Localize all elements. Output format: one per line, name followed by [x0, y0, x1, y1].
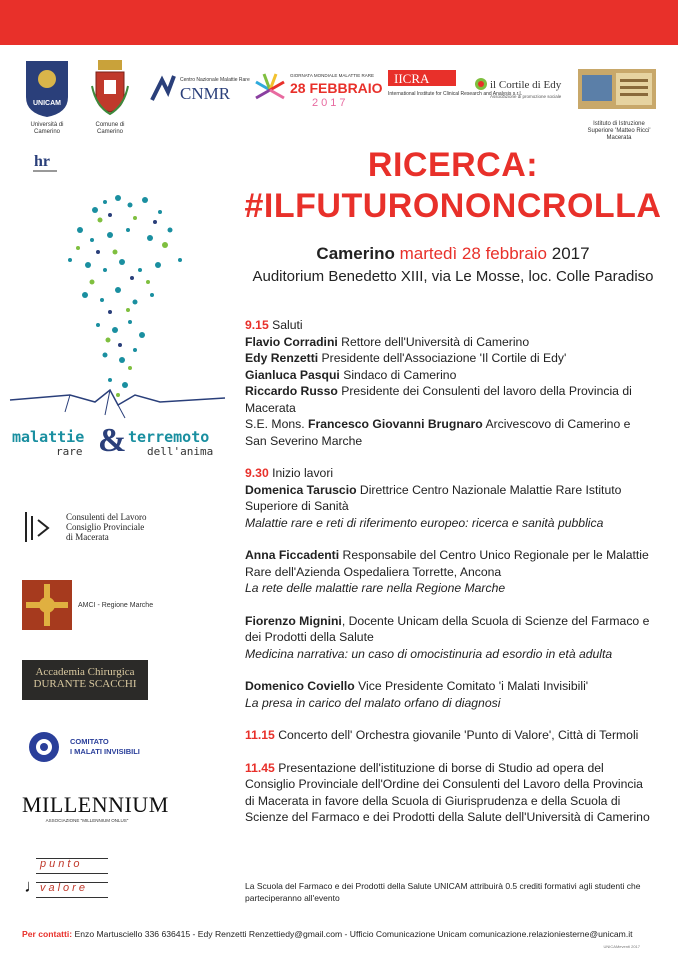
- title-line1: RICERCA:: [367, 146, 539, 184]
- speaker-role: , Docente Unicam della Scuola di Scienze del Farmaco e dei Prodotti della Salute: [245, 613, 650, 644]
- speaker: [245, 367, 655, 384]
- speaker: [245, 350, 655, 367]
- speaker-name: Fiorenzo Mignini: [245, 613, 342, 628]
- comune-logo: [90, 56, 130, 116]
- contacts-label: Per contatti:: [22, 929, 73, 939]
- speaker-name: Domenico Coviello: [245, 679, 355, 693]
- ampersand-icon: &: [98, 422, 127, 459]
- consulenti-line1: Consulenti del Lavoro: [66, 512, 147, 522]
- giornata-small-text: GIORNATA MONDIALE MALATTIE RARE: [290, 73, 375, 78]
- cnmr-small-text: Centro Nazionale Malattie Rare: [180, 77, 250, 83]
- talk-text: Malattie rare e reti di riferimento europeo: ricerca e sanità pubblica: [245, 515, 604, 530]
- session-title: Inizio lavori: [272, 466, 334, 480]
- malati-line2: I MALATI INVISIBILI: [70, 747, 140, 756]
- millennium-text: MILLENNIUM: [22, 792, 169, 817]
- speaker: [245, 547, 655, 580]
- art-word-terremoto: terremoto: [128, 428, 210, 446]
- giornata-date: 28 FEBBRAIO: [290, 80, 383, 96]
- punto-valore-logo: [24, 858, 108, 900]
- cortile-text: il Cortile di Edy: [490, 79, 562, 91]
- malati-invisibili-logo: [22, 730, 140, 764]
- malati-invisibili-icon: [22, 730, 66, 764]
- iicra-small-text: International Institute for Clinical Research and Analysis s.r.l.: [388, 91, 522, 97]
- speaker: [245, 383, 655, 416]
- session-time: 11.15: [245, 728, 275, 742]
- speaker-name: Flavio Corradini: [245, 334, 338, 349]
- consulenti-logo: [22, 510, 147, 544]
- iicra-text: IICRA: [394, 71, 430, 86]
- cortile-small-text: Associazione di promozione sociale: [490, 94, 562, 99]
- millennium-small: ASSOCIAZIONE "MILLENNIUM ONLUS": [45, 818, 129, 823]
- consulenti-icon: [22, 510, 52, 544]
- giornata-logo: [252, 68, 383, 110]
- cortile-logo: [474, 74, 564, 104]
- contacts-line: [22, 929, 633, 939]
- amci-icon: [22, 580, 72, 630]
- session-time: 9.15: [245, 318, 269, 332]
- talk-text: Medicina narrativa: un caso di omocistinuria ad esordio in età adulta: [245, 646, 613, 661]
- accademia-logo: [22, 660, 148, 700]
- accademia-line1: Accademia Chirurgica: [35, 666, 135, 678]
- speaker: [245, 678, 655, 695]
- speaker-name: Anna Ficcadenti: [245, 548, 340, 562]
- iicra-logo: [388, 68, 522, 108]
- speaker-name: Edy Renzetti: [245, 351, 319, 365]
- contacts-text: Enzo Martusciello 336 636415 - Edy Renzetti Renzettiedy@gmail.com - Ufficio Comunicazione Unicam comunicazione.relazioniesterne@unicam.it: [74, 929, 633, 939]
- art-word-anima: dell'anima: [147, 445, 214, 458]
- hand-illustration: [10, 190, 225, 420]
- speaker: [245, 482, 655, 515]
- svg-text:hr: hr: [34, 153, 50, 170]
- speaker-name: Gianluca Pasqui: [245, 367, 340, 382]
- session-text: Concerto dell' Orchestra giovanile 'Punto di Valore', Città di Termoli: [278, 728, 639, 742]
- tiny-credit: UNICAMeventi 2017: [603, 944, 640, 949]
- date-year: 2017: [551, 244, 590, 263]
- amci-logo: [22, 580, 153, 630]
- unicam-logo-text: UNICAM: [33, 100, 61, 107]
- session-concerto: [245, 727, 655, 744]
- speaker-role: Responsabile del Centro Unico Regionale per le Malattie Rare dell'Azienda Ospedaliera Torrette, Ancona: [245, 548, 649, 579]
- talk-text: La presa in carico del malato orfano di diagnosi: [245, 695, 501, 710]
- speaker-name: Domenica Taruscio: [245, 482, 357, 497]
- art-word-malattie: malattie: [12, 428, 85, 446]
- program: [245, 317, 655, 826]
- music-note-icon: ♩: [24, 876, 42, 896]
- speaker: [245, 416, 655, 449]
- talk-title: [245, 695, 655, 712]
- istituto-logo: [578, 69, 656, 109]
- talk-title: [245, 515, 655, 532]
- speaker: [245, 613, 655, 646]
- session-time: 11.45: [245, 760, 275, 775]
- date-place: Camerino: [316, 244, 395, 263]
- unicam-logo: [22, 57, 72, 119]
- talk-title: [245, 580, 655, 597]
- unicam-caption: Università di Camerino: [30, 122, 64, 135]
- speaker-role: Rettore dell'Università di Camerino: [341, 334, 530, 349]
- speaker-role: Vice Presidente Comitato 'i Malati Invisibili': [358, 679, 589, 693]
- venue-line: Auditorium Benedetto XIII, via Le Mosse, loc. Colle Paradiso: [252, 268, 654, 285]
- session-saluti: [245, 317, 655, 334]
- punto-text: punto: [40, 858, 83, 870]
- hr-logo: [30, 148, 60, 176]
- speaker-role: Presidente dell'Associazione 'Il Cortile di Edy': [321, 351, 567, 365]
- giornata-year: 2017: [312, 97, 349, 109]
- speaker-role: Sindaco di Camerino: [343, 367, 457, 382]
- speaker: [245, 334, 655, 351]
- amci-label: AMCI - Regione Marche: [78, 601, 154, 609]
- speaker-role: Presidente dei Consulenti del lavoro della Provincia di Macerata: [245, 384, 632, 415]
- session-title: Saluti: [272, 318, 303, 332]
- valore-text: valore: [40, 882, 88, 894]
- date-line: [228, 243, 678, 265]
- speaker-role: Arcivescovo di Camerino e San Severino Marche: [245, 417, 631, 448]
- consulenti-line3: di Macerata: [66, 532, 109, 542]
- cnmr-logo: [150, 72, 250, 104]
- consulenti-line2: Consiglio Provinciale: [66, 522, 145, 532]
- credits-note: La Scuola del Farmaco e dei Prodotti della Salute UNICAM attribuirà 0.5 crediti formativi agli studenti che parteciperanno all'evento: [245, 881, 641, 903]
- comune-caption: Comune di Camerino: [95, 122, 125, 135]
- session-text: Presentazione dell'istituzione di borse di Studio ad opera del Consiglio Provinciale dell'Ordine dei Consulenti del Lavoro della Provincia di Macerata in favore della Scuola di Giurisprudenza e della Scuola di Scienze del Farmaco e dei Prodotti della Salute dell'Università di Camerino: [245, 760, 650, 824]
- speaker-prefix: S.E. Mons.: [245, 417, 305, 431]
- cnmr-text: CNMR: [180, 84, 231, 103]
- speaker-role: Direttrice Centro Nazionale Malattie Rare Istituto Superiore di Sanità: [245, 482, 622, 513]
- session-borse: [245, 760, 655, 826]
- talk-text: La rete delle malattie rare nella Regione Marche: [245, 581, 506, 595]
- speaker-name: Riccardo Russo: [245, 384, 338, 398]
- title-line2: #ILFUTURONONCROLLA: [244, 187, 662, 225]
- speaker-name: Francesco Giovanni Brugnaro: [308, 417, 483, 431]
- date-day: martedì 28 febbraio: [399, 244, 547, 263]
- millennium-logo: [22, 792, 169, 823]
- art-word-rare: rare: [56, 445, 83, 458]
- istituto-caption: Istituto di Istruzione Superiore 'Matteo Ricci' Macerata: [587, 121, 651, 141]
- top-red-bar: [0, 0, 678, 45]
- talk-title: [245, 646, 655, 663]
- malati-line1: COMITATO: [70, 737, 109, 746]
- session-lavori: [245, 465, 655, 482]
- accademia-line2: DURANTE SCACCHI: [33, 678, 137, 690]
- session-time: 9.30: [245, 466, 269, 480]
- art-title: [12, 422, 227, 466]
